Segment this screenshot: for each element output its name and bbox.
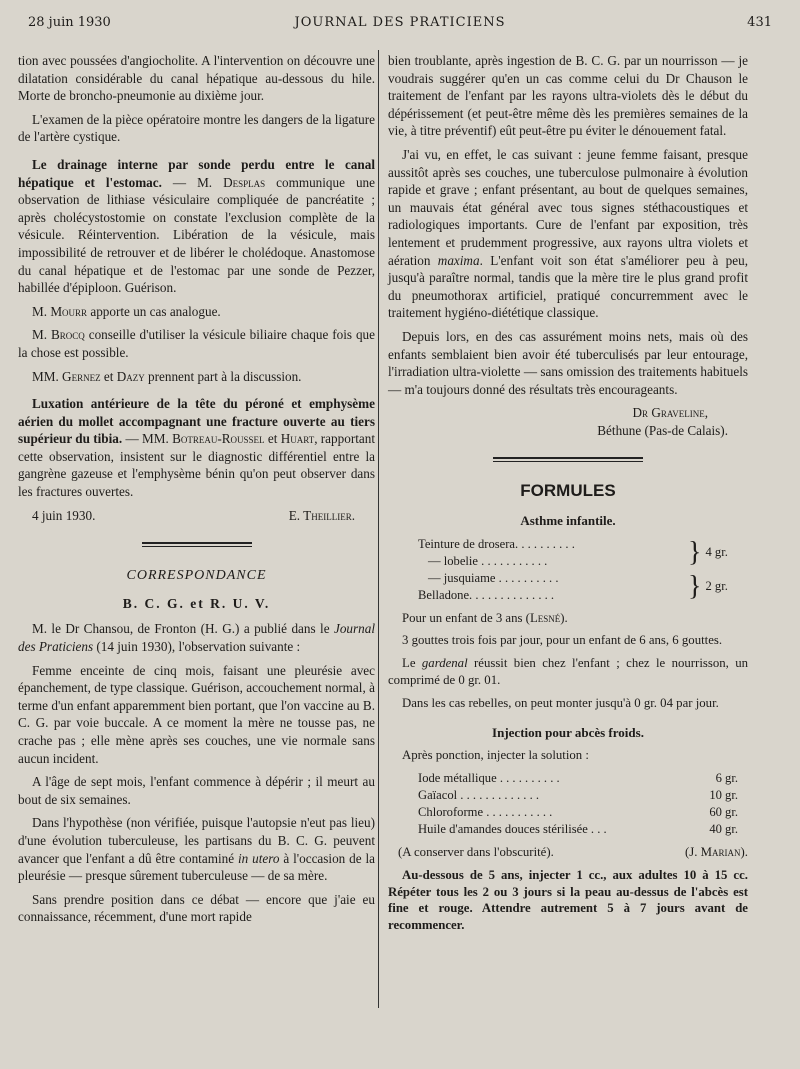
author-name: Botreau-Roussel	[172, 431, 265, 447]
paragraph: tion avec poussées d'angiocholite. A l'intervention on découvre une dilatation considérable du canal hépatique au-dessous du hile. Morte de broncho-pneumonie au dixième jour.	[18, 53, 375, 104]
text: prennent part à la discussion.	[144, 368, 302, 384]
signature-name: E. Theillier.	[288, 507, 355, 523]
author-name: Dazy	[116, 368, 145, 384]
dash-text: — MM.	[122, 431, 173, 447]
recipe-quantity: 6 gr.	[715, 771, 738, 786]
text: . L'enfant voit son état s'améliorer peu à peu, jusqu'à paraître normal, tandis que la mère tire le plus grand profit du pneumothorax artificiel, pratiqué concurremment avec le traitement hygiéno-diététique classique.	[388, 252, 748, 321]
prefix: MM.	[32, 368, 63, 384]
paragraph: Depuis lors, en des cas assurément moins nets, mais où des enfants semblaient bien avoir été tuberculisés par leur entourage, l'irradiation ultra-violette — sans omission des traitements habituels — m'a toujours donné des résultats très encourageants.	[388, 328, 748, 397]
header-page-number: 431	[747, 15, 772, 30]
recipe-item: Huile d'amandes douces stérilisée . . .	[418, 822, 607, 837]
paragraph: 3 gouttes trois fois par jour, pour un enfant de 6 ans, 6 gouttes.	[402, 633, 723, 648]
paragraph	[388, 146, 748, 322]
author-name: Huart	[280, 431, 315, 447]
recipe-group	[418, 570, 748, 604]
recipe-quantity: 40 gr.	[709, 822, 738, 837]
author-place: Béthune (Pas-de Calais).	[597, 422, 728, 438]
text: Le	[402, 656, 422, 671]
section-rule	[493, 457, 643, 462]
recipe-quantity: 4 gr.	[705, 545, 728, 560]
italic-text: gardenal	[421, 656, 468, 671]
paragraph: bien troublante, après ingestion de B. C. G. par un nourrisson — je voudrais suggérer qu'en un cas comme celui du Dr Chauson le traitement de l'enfant par les rayons ultra-violets dès le début du dépérissement (et peut-être même dès les premières semaines de la vie, à titre préventif) eût peut-être pu éviter le dénouement fatal.	[388, 53, 748, 139]
asthme-recipe	[418, 536, 748, 604]
recipe-quantity: 10 gr.	[709, 788, 738, 803]
author-name: Desplas	[223, 174, 266, 190]
text: Dans l'hypothèse (non vérifiée, puisque l'autopsie n'eut pas lieu) d'une évolution tuberculeuse, les partisans du B. C. G. peuvent avancer que l'enfant a dû être contaminé	[18, 815, 375, 866]
drainage-paragraph	[18, 156, 375, 297]
paragraph	[388, 655, 748, 689]
text: à l'occasion de la pleurésie — presque sûrement tuberculeuse — de sa mère.	[18, 850, 375, 884]
asthme-title: Asthme infantile.	[520, 513, 616, 529]
prefix: M.	[32, 303, 51, 319]
author-name: Gernez	[62, 368, 101, 384]
paragraph	[18, 326, 375, 361]
injection-signature	[388, 844, 748, 861]
brace-glyph: }	[688, 570, 702, 602]
injection-keep-note: (A conserver dans l'obscurité).	[398, 845, 554, 860]
drainage-text: communique une observation de lithiase vésiculaire compliquée de pancréatite ; après cholécystostomie on constate l'exclusion complète de la vésicule. Réintervention. Libération de la vésicule, mais impossibilité de retrouver et de libérer le cholédoque. Anastomose du canal hépatique et de l'estomac par une sonde de Pezzer, habillée d'épiploon. Guérison.	[18, 174, 375, 296]
recipe-item: Iode métallique . . . . . . . . . .	[418, 771, 560, 786]
recipe-quantity: 2 gr.	[705, 579, 728, 594]
injection-intro: Après ponction, injecter la solution :	[402, 748, 589, 763]
paragraph: Au-dessous de 5 ans, injecter 1 cc., aux adultes 10 à 15 cc. Répéter tous les 2 ou 3 jours si la peau au-dessus de l'abcès est fine et rouge. Attendre autrement 5 à 7 jours avant de recommencer.	[388, 867, 748, 933]
recipe-item: Teinture de drosera. . . . . . . . . .	[418, 536, 575, 551]
luxation-paragraph	[18, 395, 375, 501]
header-journal-title: JOURNAL DES PRATICIENS	[294, 15, 506, 30]
paragraph	[18, 303, 375, 321]
author-name: Lesné	[529, 610, 561, 625]
drainage-title: Le drainage interne par sonde perdu entre le canal hépatique et l'estomac.	[18, 156, 375, 190]
paragraph	[388, 610, 748, 627]
text: , rapportant cette observation, insistent sur le diagnostic différentiel entre la gangrène gazeuse et l'emphysème bénin qu'on peut observer dans les fractures ouvertes.	[18, 431, 375, 500]
formules-title: FORMULES	[520, 481, 616, 501]
prefix: M.	[32, 327, 51, 343]
text: et	[100, 368, 117, 384]
paragraph	[18, 368, 375, 386]
luxation-title: Luxation antérieure de la tête du péroné et emphysème aérien du mollet accompagnant une fracture ouverte au tiers supérieur du tibia.	[18, 396, 375, 447]
paragraph	[18, 620, 375, 655]
recipe-item: Gaïacol . . . . . . . . . . . . .	[418, 788, 540, 803]
injection-author: (J. Marian).	[685, 845, 748, 860]
paragraph: Sans prendre position dans ce débat — encore que j'aie eu connaissance, récemment, d'une mort rapide	[18, 891, 375, 925]
recipe-item: Belladone. . . . . . . . . . . . . .	[418, 587, 555, 602]
brace-glyph: }	[688, 536, 702, 568]
paragraph: A l'âge de sept mois, l'enfant commence à dépérir ; il meurt au bout de six semaines.	[18, 774, 375, 807]
recipe-item: Chloroforme . . . . . . . . . . .	[418, 805, 553, 820]
signature-line	[18, 507, 375, 525]
journal-name: Journal des Praticiens	[18, 621, 375, 655]
page-header	[28, 12, 772, 34]
left-column	[18, 52, 375, 932]
injection-title: Injection pour abcès froids.	[492, 724, 644, 740]
text: conseille d'utiliser la vésicule biliaire chaque fois que la chose est possible.	[18, 327, 375, 360]
recipe-lines	[418, 570, 688, 604]
text: Pour un enfant de 3 ans (	[402, 610, 530, 625]
right-column	[388, 52, 748, 940]
recipe-item: — jusquiame . . . . . . . . . .	[428, 570, 559, 585]
dash-text: — M.	[161, 174, 224, 190]
header-date: 28 juin 1930	[28, 15, 111, 30]
section-rule	[142, 542, 252, 547]
text: et	[264, 431, 281, 447]
text: apporte un cas analogue.	[87, 303, 221, 319]
recipe-lines	[418, 536, 688, 570]
italic-text: in utero	[237, 850, 280, 866]
text: ).	[560, 610, 568, 625]
text: réussit bien chez l'enfant ; chez le nourrisson, un comprimé de 0 gr. 01.	[388, 656, 749, 688]
author-name: Brocq	[50, 327, 85, 343]
paragraph: Femme enceinte de cinq mois, faisant une pleurésie avec épanchement, de type classique. Guérison, accouchement normal, à terme d'un enfant apparemment bien portant, que l'on vaccine au B. C. G. par voie buccale. A ce moment la mère ne tousse pas, ne crache pas ; elle mène après ses couches, une vie normale sans aucun incident.	[18, 662, 375, 766]
bcg-title: B. C. G. et R. U. V.	[122, 595, 271, 611]
paragraph	[18, 814, 375, 884]
paragraph: L'examen de la pièce opératoire montre les dangers de la ligature de l'artère cystique.	[18, 111, 375, 145]
signature-date: 4 juin 1930.	[32, 507, 96, 523]
text: J'ai vu, en effet, le cas suivant : jeune femme faisant, presque aussitôt après ses couches, une tuberculose pulmonaire à évolution rapide et grave ; enfant présentant, au bout de quelques semaines, un mauvais état général avec tous signes stéthacoustiques et radiologiques importants. Cure de l'enfant par exposition, très lentement et prudemment progressive, aux rayons ultra violets et aération	[388, 146, 748, 268]
text: (14 juin 1930), l'observation suivante :	[93, 639, 301, 655]
recipe-quantity: 60 gr.	[709, 805, 738, 820]
recipe-item: — lobelie . . . . . . . . . . .	[428, 553, 548, 568]
author-name: Mourr	[50, 303, 88, 319]
recipe-group	[418, 536, 748, 570]
paragraph: Dans les cas rebelles, on peut monter jusqu'à 0 gr. 04 par jour.	[402, 695, 719, 710]
text: M. le Dr Chansou, de Fronton (H. G.) a publié dans le	[32, 621, 334, 637]
correspondance-title: CORRESPONDANCE	[126, 568, 267, 584]
author-signature: Dr Graveline,	[632, 405, 708, 421]
column-divider	[378, 50, 379, 1008]
injection-recipe	[418, 770, 748, 838]
italic-text: maxima	[437, 252, 480, 268]
